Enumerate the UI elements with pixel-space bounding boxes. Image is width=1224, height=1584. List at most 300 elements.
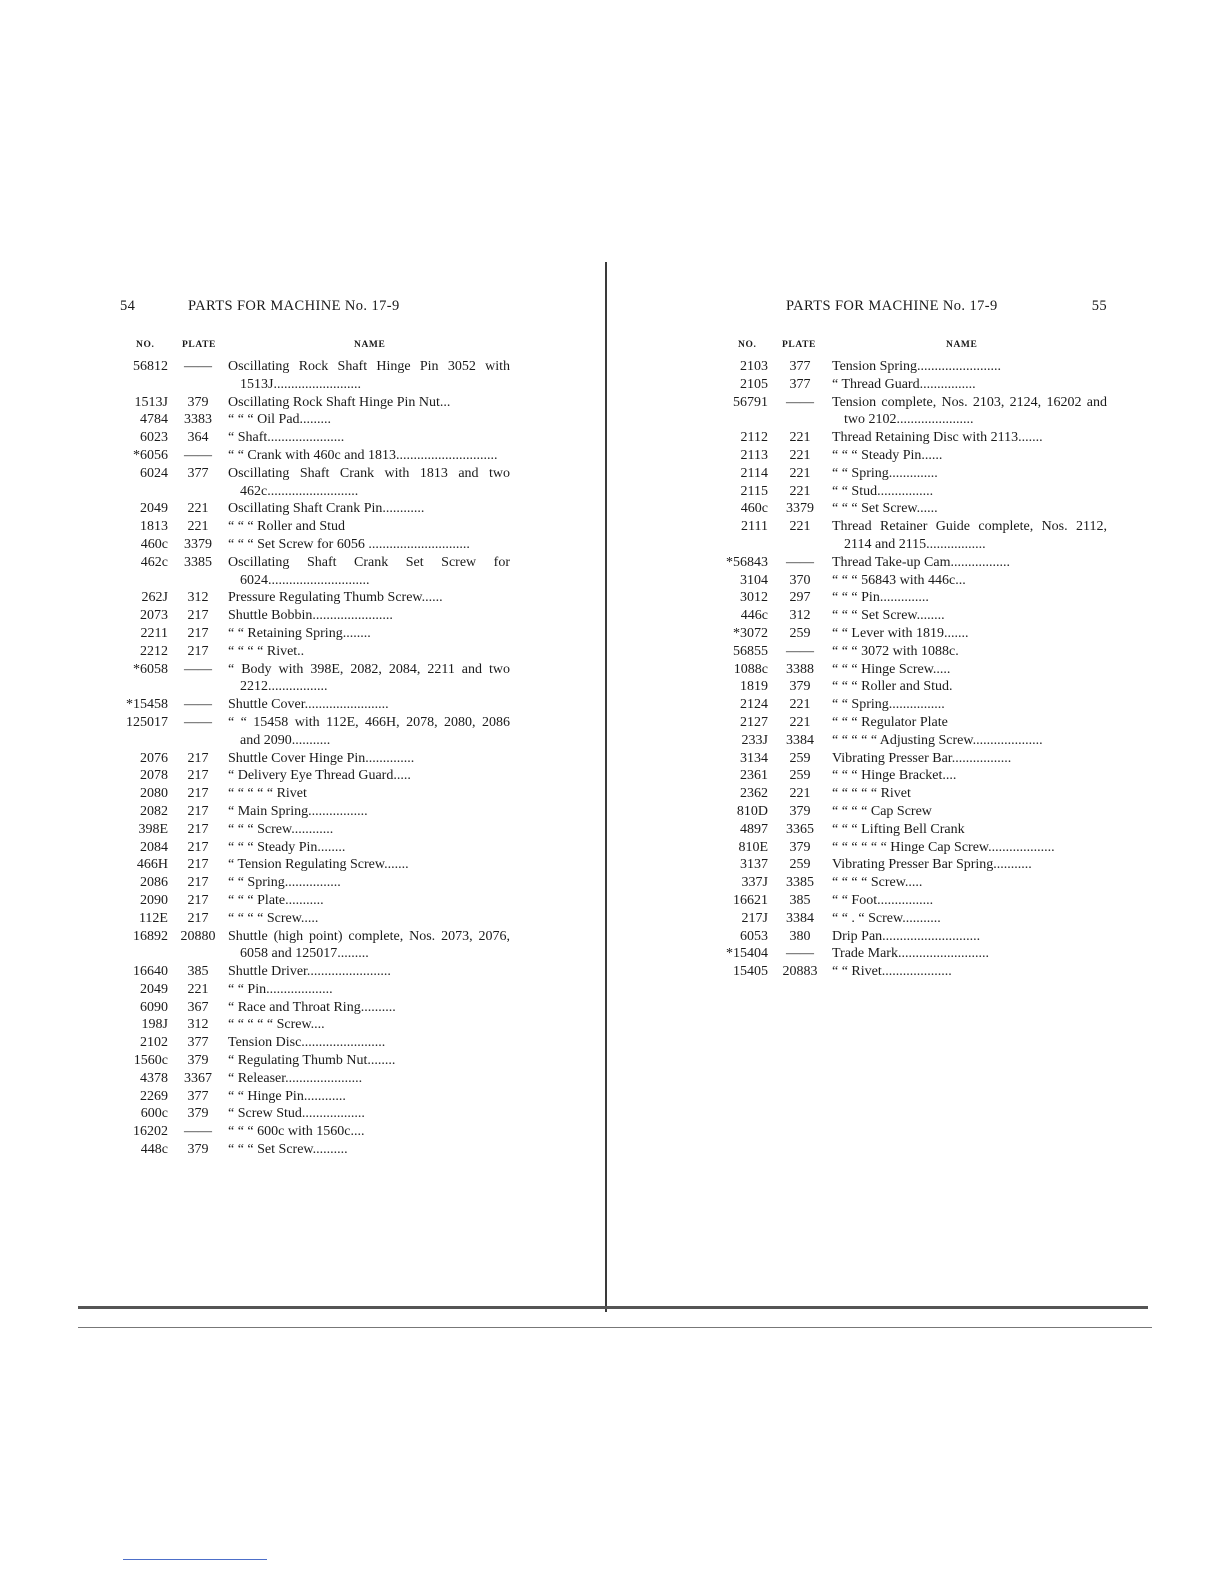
part-number: 810E (738, 839, 768, 855)
part-name: Tension Spring........................ (832, 359, 1001, 374)
plate-number: 221 (187, 501, 209, 517)
part-number: 2082 (140, 803, 168, 819)
parts-row (724, 376, 1107, 394)
part-number: 3012 (740, 590, 768, 606)
parts-row (724, 554, 1107, 572)
parts-row (118, 411, 510, 429)
parts-row (118, 1016, 510, 1034)
plate-number: 379 (789, 803, 811, 819)
plate-number: 217 (187, 608, 209, 624)
plate-number: 221 (789, 519, 811, 535)
part-name: “ Shaft...................... (228, 430, 345, 446)
part-number: *56843 (726, 554, 768, 570)
part-name: Shuttle Cover Hinge Pin.............. (228, 750, 415, 766)
parts-row (118, 518, 510, 536)
part-name: “ “ Pin................... (228, 981, 333, 997)
parts-row (118, 429, 510, 447)
part-number: 198J (141, 1017, 168, 1033)
parts-row (118, 981, 510, 999)
plate-number: 379 (187, 1142, 209, 1158)
parts-row (118, 536, 510, 554)
part-number: 2073 (140, 608, 168, 624)
part-name: Oscillating Shaft Crank Pin............ (228, 501, 425, 517)
part-name: “ “ “ “ “ Adjusting Screw.................... (832, 732, 1043, 748)
part-number: 2111 (741, 519, 768, 535)
part-number: *15404 (726, 946, 768, 962)
part-number: 4784 (140, 412, 168, 428)
plate-number: 221 (789, 697, 811, 713)
parts-row (724, 483, 1107, 501)
part-number: 600c (140, 1106, 168, 1122)
parts-row (118, 714, 510, 750)
left-page-header (118, 298, 510, 324)
part-number: 6024 (140, 465, 168, 481)
parts-row (724, 856, 1107, 874)
part-number: 6090 (140, 999, 168, 1015)
part-name: “ “ “ Steady Pin...... (832, 447, 943, 463)
plate-number: 385 (187, 964, 209, 980)
parts-row (118, 447, 510, 465)
parts-row (724, 714, 1107, 732)
part-number: *15458 (126, 697, 168, 713)
plate-number: 221 (187, 981, 209, 997)
part-number: 3104 (740, 572, 768, 588)
plate-number: 370 (789, 572, 811, 588)
part-name: Oscillating Shaft Crank Set Screw for 6024............................. (228, 554, 510, 588)
part-number: 56812 (133, 359, 168, 374)
part-name: “ “ “ Oil Pad......... (228, 412, 332, 428)
part-name: Tension complete, Nos. 2103, 2124, 16202 and two 2102...................... (832, 394, 1107, 428)
plate-number: 377 (789, 359, 811, 374)
parts-row (118, 1141, 510, 1159)
parts-row (118, 607, 510, 625)
part-name: Thread Take-up Cam................. (832, 554, 1010, 570)
parts-row (724, 910, 1107, 928)
parts-row (118, 928, 510, 964)
part-name: “ “ “ Set Screw.......... (228, 1142, 348, 1158)
part-name: “ “ “ 600c with 1560c.... (228, 1124, 365, 1140)
part-name: Vibrating Presser Bar Spring........... (832, 857, 1032, 873)
parts-row (118, 892, 510, 910)
part-name: “ Delivery Eye Thread Guard..... (228, 768, 411, 784)
parts-row (118, 643, 510, 661)
part-name: “ “ Stud................ (832, 483, 934, 499)
plate-number: 217 (187, 892, 209, 908)
part-name: “ “ “ Steady Pin........ (228, 839, 346, 855)
parts-row (724, 750, 1107, 768)
part-number: 2112 (740, 430, 768, 446)
part-number: *6056 (133, 447, 168, 463)
part-number: 15405 (733, 964, 768, 980)
part-name: “ “ “ “ Screw..... (228, 910, 319, 926)
parts-row (724, 394, 1107, 430)
plate-number: 3385 (184, 554, 212, 570)
parts-row (118, 589, 510, 607)
parts-row (724, 732, 1107, 750)
plate-number: 259 (789, 750, 811, 766)
right-parts-list (724, 358, 1107, 981)
parts-row (724, 928, 1107, 946)
parts-row (118, 500, 510, 518)
parts-row (724, 589, 1107, 607)
part-name: “ “ “ Set Screw........ (832, 608, 945, 624)
plate-number: 217 (187, 750, 209, 766)
part-number: 2211 (140, 625, 168, 641)
plate-number: 312 (789, 608, 811, 624)
plate-number: 217 (187, 768, 209, 784)
plate-number: —— (184, 359, 212, 374)
part-name: “ “ Foot................ (832, 892, 934, 908)
part-number: 2090 (140, 892, 168, 908)
part-number: 56791 (733, 394, 768, 410)
part-name: “ “ 15458 with 112E, 466H, 2078, 2080, 2086 and 2090........... (228, 714, 510, 748)
plate-number: —— (184, 447, 212, 463)
bottom-rule (123, 1559, 267, 1560)
plate-number: 3384 (786, 910, 814, 926)
parts-row (118, 910, 510, 928)
part-number: 217J (741, 910, 768, 926)
plate-number: 217 (187, 625, 209, 641)
part-number: 1813 (140, 519, 168, 535)
part-name: Vibrating Presser Bar................. (832, 750, 1012, 766)
part-name: “ “ “ Regulator Plate (832, 714, 948, 730)
parts-row (118, 1088, 510, 1106)
plate-number: 221 (187, 519, 209, 535)
part-name: “ “ “ “ “ Rivet (832, 786, 911, 802)
right-page-number: 55 (1091, 298, 1107, 314)
parts-row (724, 572, 1107, 590)
part-name: “ Tension Regulating Screw....... (228, 857, 409, 873)
part-name: “ “ “ Set Screw for 6056 ............................. (228, 536, 470, 552)
plate-number: 217 (187, 857, 209, 873)
plate-number: 217 (187, 839, 209, 855)
part-number: 2102 (140, 1035, 168, 1051)
part-name: “ “ Spring.............. (832, 465, 938, 481)
parts-row (724, 874, 1107, 892)
part-number: 2362 (740, 786, 768, 802)
parts-row (724, 625, 1107, 643)
column-header-plate: PLATE (782, 340, 816, 350)
part-number: 337J (741, 875, 768, 891)
parts-row (118, 1123, 510, 1141)
plate-number: 377 (187, 1035, 209, 1051)
part-name: Oscillating Rock Shaft Hinge Pin Nut... (228, 394, 451, 410)
parts-row (724, 358, 1107, 376)
plate-number: 385 (789, 892, 811, 908)
part-name: “ “ “ Lifting Bell Crank (832, 821, 965, 837)
plate-number: 221 (789, 786, 811, 802)
parts-row (118, 1070, 510, 1088)
parts-row (118, 1052, 510, 1070)
part-number: 4378 (140, 1070, 168, 1086)
part-number: *6058 (133, 661, 168, 677)
part-number: 233J (741, 732, 768, 748)
right-page-title: PARTS FOR MACHINE No. 17-9 (786, 298, 998, 314)
plate-number: 217 (187, 875, 209, 891)
plate-number: —— (184, 1124, 212, 1140)
plate-number: 20883 (782, 964, 818, 980)
plate-number: —— (786, 643, 814, 659)
plate-number: 3379 (184, 536, 212, 552)
parts-row (724, 785, 1107, 803)
left-column-headers (118, 338, 510, 358)
left-page-number: 54 (120, 298, 136, 314)
part-name: “ “ “ “ Screw..... (832, 875, 923, 891)
plate-number: 221 (789, 447, 811, 463)
part-name: “ “ “ Roller and Stud. (832, 679, 953, 695)
part-name: “ “ “ “ “ Screw.... (228, 1017, 325, 1033)
plate-number: 259 (789, 625, 811, 641)
parts-row (118, 1034, 510, 1052)
part-name: “ “ “ Pin.............. (832, 590, 929, 606)
plate-number: 259 (789, 768, 811, 784)
right-page-header (724, 298, 1107, 324)
part-number: 2084 (140, 839, 168, 855)
parts-row (118, 856, 510, 874)
part-name: “ Releaser...................... (228, 1070, 363, 1086)
plate-number: —— (184, 661, 212, 677)
part-number: 16621 (733, 892, 768, 908)
part-number: 4897 (740, 821, 768, 837)
plate-number: 312 (187, 1017, 209, 1033)
plate-number: 364 (187, 430, 209, 446)
part-name: Trade Mark.......................... (832, 946, 989, 962)
plate-number: —— (786, 554, 814, 570)
part-name: “ “ “ 56843 with 446c... (832, 572, 966, 588)
part-number: 2212 (140, 643, 168, 659)
part-name: “ “ “ Hinge Bracket.... (832, 768, 957, 784)
parts-row (724, 767, 1107, 785)
parts-row (118, 839, 510, 857)
parts-row (118, 358, 510, 394)
plate-number: 3379 (786, 501, 814, 517)
plate-number: 221 (789, 465, 811, 481)
parts-row (118, 394, 510, 412)
plate-number: 217 (187, 803, 209, 819)
plate-number: 377 (187, 1088, 209, 1104)
plate-number: 221 (789, 430, 811, 446)
plate-number: 379 (789, 839, 811, 855)
part-number: 56855 (733, 643, 768, 659)
parts-row (118, 554, 510, 590)
part-number: 2105 (740, 376, 768, 392)
part-name: “ Thread Guard................ (832, 376, 976, 392)
part-number: 6023 (140, 430, 168, 446)
plate-number: 221 (789, 714, 811, 730)
parts-row (118, 465, 510, 501)
plate-number: 259 (789, 857, 811, 873)
right-column-headers (724, 338, 1107, 358)
part-name: Tension Disc........................ (228, 1035, 386, 1051)
parts-row (118, 1105, 510, 1123)
plate-number: 379 (187, 394, 209, 410)
parts-row (724, 465, 1107, 483)
plate-number: 367 (187, 999, 209, 1015)
part-number: 2049 (140, 981, 168, 997)
part-name: Shuttle Bobbin....................... (228, 608, 393, 624)
part-name: Drip Pan............................ (832, 928, 981, 944)
part-name: “ “ Retaining Spring........ (228, 625, 371, 641)
plate-number: 221 (789, 483, 811, 499)
part-name: “ Body with 398E, 2082, 2084, 2211 and two 2212................. (228, 661, 510, 695)
left-parts-list (118, 358, 510, 1159)
part-number: 462c (140, 554, 168, 570)
part-name: “ “ . “ Screw........... (832, 910, 941, 926)
part-name: Thread Retaining Disc with 2113....... (832, 430, 1043, 446)
part-number: 16892 (133, 928, 168, 944)
part-name: “ “ Spring................ (832, 697, 945, 713)
plate-number: 379 (789, 679, 811, 695)
part-name: “ “ “ “ “ “ Hinge Cap Screw................... (832, 839, 1055, 855)
parts-row (118, 696, 510, 714)
parts-row (724, 803, 1107, 821)
part-name: “ Main Spring................. (228, 803, 368, 819)
plate-number: 20880 (180, 928, 216, 944)
part-name: “ “ “ Roller and Stud (228, 519, 346, 535)
parts-row (118, 750, 510, 768)
parts-row (724, 447, 1107, 465)
parts-row (724, 696, 1107, 714)
column-header-no: NO. (738, 340, 757, 350)
parts-row (724, 429, 1107, 447)
plate-number: 217 (187, 786, 209, 802)
part-number: 2080 (140, 786, 168, 802)
part-number: 2115 (740, 483, 768, 499)
page-gutter-line (605, 262, 607, 1312)
part-name: “ Regulating Thumb Nut........ (228, 1053, 396, 1069)
plate-number: 217 (187, 643, 209, 659)
scan-artifact-line (78, 1327, 1152, 1328)
parts-row (118, 803, 510, 821)
parts-row (118, 963, 510, 981)
plate-number: —— (786, 946, 814, 962)
parts-row (118, 767, 510, 785)
part-name: “ “ “ Set Screw...... (832, 501, 938, 517)
part-number: 1088c (733, 661, 768, 677)
part-number: 446c (740, 608, 768, 624)
part-name: “ “ “ Plate........... (228, 892, 324, 908)
plate-number: 377 (789, 376, 811, 392)
part-number: 2049 (140, 501, 168, 517)
plate-number: 3385 (786, 875, 814, 891)
plate-number: —— (184, 714, 212, 730)
part-number: 2269 (140, 1088, 168, 1104)
parts-row (118, 785, 510, 803)
plate-number: 379 (187, 1106, 209, 1122)
part-name: “ “ “ Screw............ (228, 821, 334, 837)
part-number: 1819 (740, 679, 768, 695)
plate-number: 3384 (786, 732, 814, 748)
parts-row (724, 945, 1107, 963)
parts-row (118, 661, 510, 697)
plate-number: 380 (789, 928, 811, 944)
plate-number: 297 (789, 590, 811, 606)
part-number: 2114 (740, 465, 768, 481)
part-name: “ Screw Stud.................. (228, 1106, 365, 1122)
parts-row (724, 643, 1107, 661)
plate-number: 3388 (786, 661, 814, 677)
plate-number: 217 (187, 910, 209, 926)
parts-row (118, 625, 510, 643)
column-header-plate: PLATE (182, 340, 216, 350)
part-name: Shuttle Cover........................ (228, 697, 389, 713)
part-number: 3137 (740, 857, 768, 873)
parts-row (724, 661, 1107, 679)
part-number: 448c (140, 1142, 168, 1158)
part-number: 2113 (740, 447, 768, 463)
part-name: Oscillating Rock Shaft Hinge Pin 3052 with 1513J......................... (228, 359, 510, 392)
plate-number: 377 (187, 465, 209, 481)
parts-row (118, 999, 510, 1017)
parts-row (724, 821, 1107, 839)
part-number: 112E (138, 910, 168, 926)
part-number: 2078 (140, 768, 168, 784)
plate-number: 312 (187, 590, 209, 606)
part-name: “ “ Spring................ (228, 875, 341, 891)
part-number: 2103 (740, 359, 768, 374)
part-number: 6053 (740, 928, 768, 944)
right-page (724, 298, 1107, 981)
left-page (118, 298, 510, 1159)
scan-artifact-line (78, 1306, 1148, 1309)
part-number: 398E (138, 821, 168, 837)
part-name: “ “ Rivet.................... (832, 964, 952, 980)
column-header-no: NO. (136, 340, 155, 350)
part-name: “ “ Lever with 1819....... (832, 625, 969, 641)
parts-row (118, 874, 510, 892)
part-number: 125017 (126, 714, 168, 730)
parts-row (724, 839, 1107, 857)
part-name: “ “ “ “ Cap Screw (832, 803, 932, 819)
part-name: “ “ “ 3072 with 1088c. (832, 643, 959, 659)
parts-row (724, 678, 1107, 696)
parts-row (724, 500, 1107, 518)
part-number: 2076 (140, 750, 168, 766)
part-name: Thread Retainer Guide complete, Nos. 2112, 2114 and 2115................. (832, 519, 1107, 552)
parts-row (724, 518, 1107, 554)
part-name: “ “ Crank with 460c and 1813............................. (228, 447, 498, 463)
part-number: 466H (136, 857, 168, 873)
part-number: 3134 (740, 750, 768, 766)
parts-row (118, 821, 510, 839)
part-number: 460c (740, 501, 768, 517)
part-number: 460c (140, 536, 168, 552)
plate-number: 3383 (184, 412, 212, 428)
plate-number: 3365 (786, 821, 814, 837)
left-page-title: PARTS FOR MACHINE No. 17-9 (188, 298, 400, 314)
part-name: Shuttle Driver........................ (228, 964, 391, 980)
plate-number: 3367 (184, 1070, 212, 1086)
part-name: “ “ “ “ Rivet.. (228, 643, 305, 659)
part-name: “ “ “ Hinge Screw..... (832, 661, 951, 677)
part-name: “ “ “ “ “ Rivet (228, 786, 307, 802)
part-name: Pressure Regulating Thumb Screw...... (228, 590, 443, 606)
plate-number: —— (786, 394, 814, 410)
part-name: “ Race and Throat Ring.......... (228, 999, 396, 1015)
part-name: “ “ Hinge Pin............ (228, 1088, 346, 1104)
part-number: 2124 (740, 697, 768, 713)
part-number: 262J (141, 590, 168, 606)
plate-number: 217 (187, 821, 209, 837)
column-header-name: NAME (354, 340, 386, 350)
part-number: 16202 (133, 1124, 168, 1140)
parts-row (724, 892, 1107, 910)
parts-row (724, 963, 1107, 981)
part-number: 2086 (140, 875, 168, 891)
part-number: 810D (736, 803, 768, 819)
part-number: 1560c (133, 1053, 168, 1069)
part-name: Shuttle (high point) complete, Nos. 2073, 2076, 6058 and 125017......... (228, 928, 510, 962)
